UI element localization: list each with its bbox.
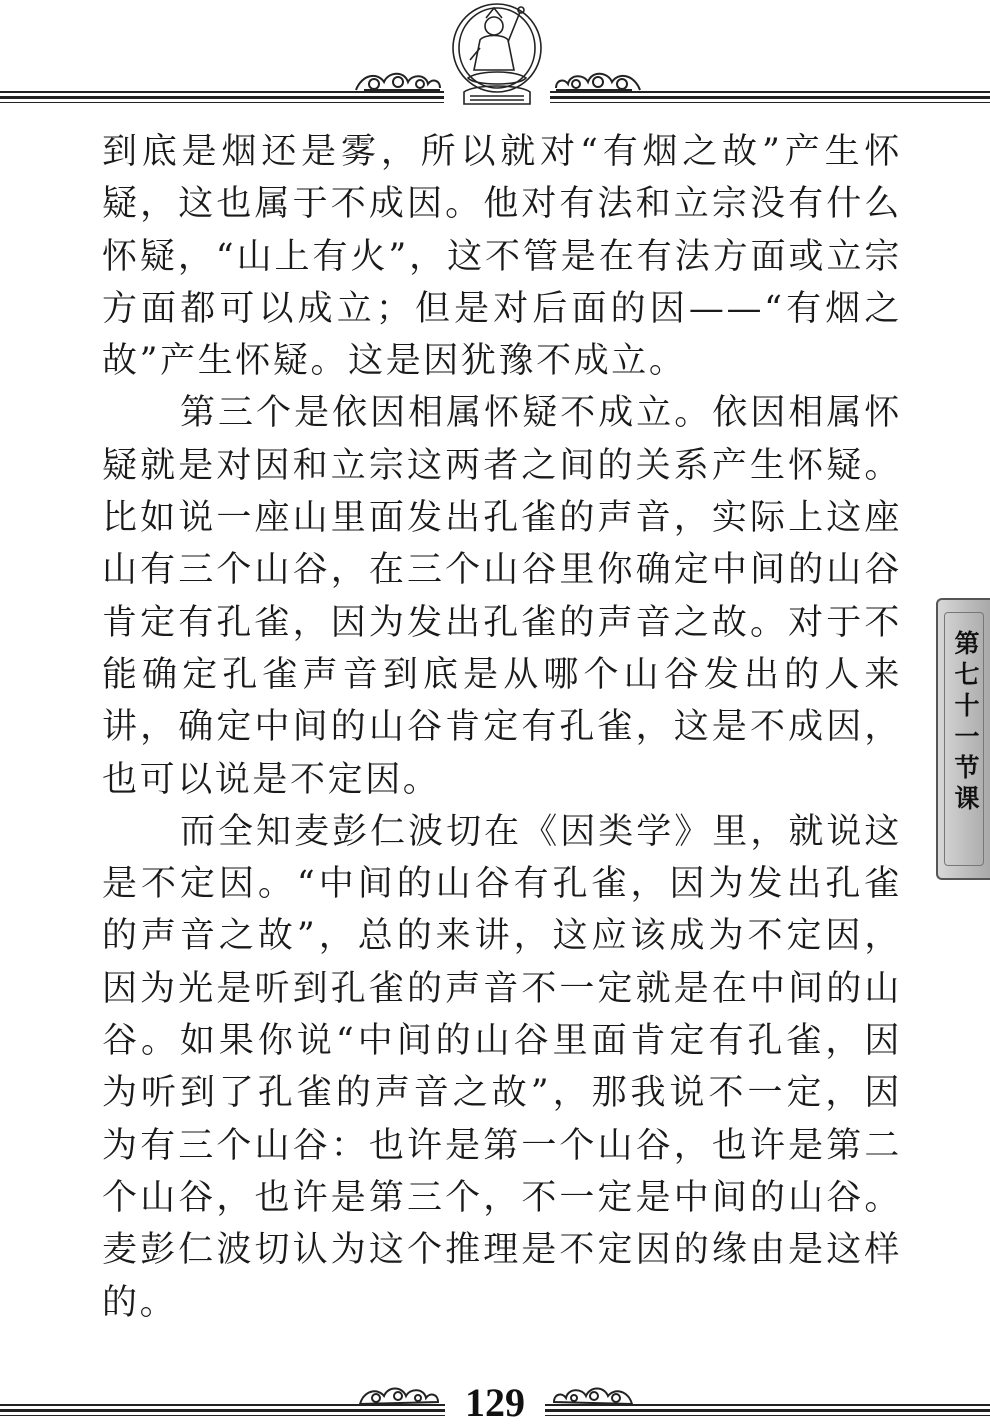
paragraph: 到底是烟还是雾，所以就对“有烟之故”产生怀疑，这也属于不成因。他对有法和立宗没有什么怀疑，“山上有火”，这不管是在有法方面或立宗方面都可以成立；但是对后面的因——“有烟之故”产生怀疑。这是因犹豫不成立。 — [102, 132, 902, 382]
cloud-ornament-icon — [352, 66, 444, 94]
chapter-side-tab — [936, 598, 990, 880]
cloud-ornament-icon — [552, 66, 644, 94]
cloud-ornament-icon — [356, 1382, 440, 1408]
paragraph: 而全知麦彭仁波切在《因类学》里，就说这是不定因。“中间的山谷有孔雀，因为发出孔雀的声音之故”，总的来讲，这应该成为不定因，因为光是听到孔雀的声音不一定就是在中间的山谷。如果你说“中间的山谷里面肯定有孔雀，因为听到了孔雀的声音之故”，那我说不一定，因为有三个山谷：也许是第一个山谷，也许是第二个山谷，也许是第三个，不一定是中间的山谷。麦彭仁波切认为这个推理是不定因的缘由是这样的。 — [102, 811, 902, 1323]
paragraph: 第三个是依因相属怀疑不成立。依因相属怀疑就是对因和立宗这两者之间的关系产生怀疑。比如说一座山里面发出孔雀的声音，实际上这座山有三个山谷，在三个山谷里你确定中间的山谷肯定有孔雀，因为发出孔雀的声音之故。对于不能确定孔雀声音到底是从哪个山谷发出的人来讲，确定中间的山谷肯定有孔雀，这是不成因，也可以说是不定因。 — [102, 393, 902, 800]
page-body — [102, 126, 902, 1329]
cloud-ornament-icon — [552, 1382, 636, 1408]
chapter-label: 第七十一节课 — [951, 630, 980, 816]
padmasambhava-figure-icon — [444, 0, 550, 108]
page-number: 129 — [445, 1381, 545, 1425]
